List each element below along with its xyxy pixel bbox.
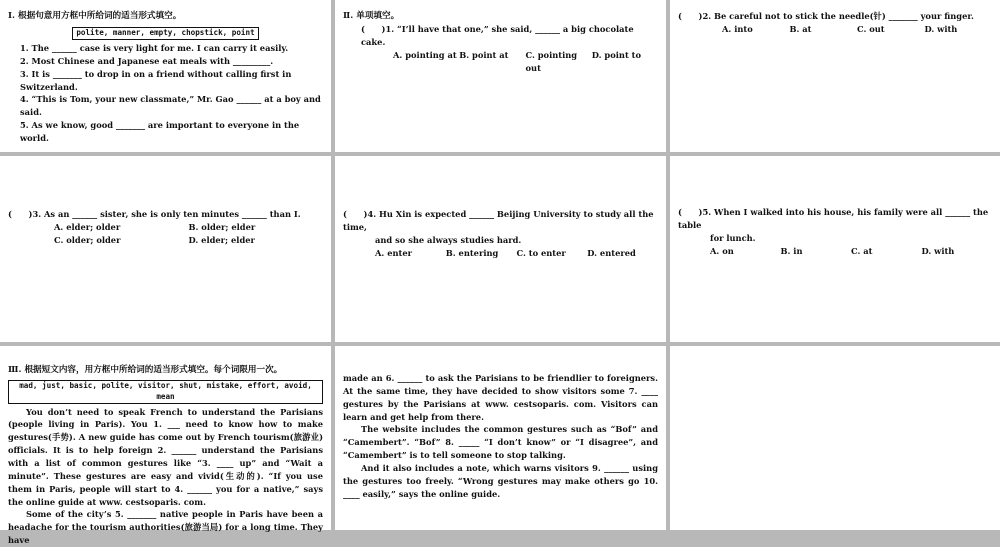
panel-mcq-3 [0, 156, 331, 342]
question-2: ( )2. Be careful not to stick the needle(针) _______ your finger. [678, 11, 974, 21]
word-box-line [8, 26, 323, 40]
option-c: C. out [857, 23, 885, 34]
question-5-cont: for lunch. [710, 232, 756, 243]
option-a: A. on [710, 245, 734, 256]
passage-paragraph-5: And it also includes a note, which warns visitors 9. ______ using the gestures too freely. “Wrong gestures may make others go 10. ____ easily,” says the online guide. [343, 463, 658, 499]
option-b: B. point at [459, 50, 509, 61]
question-4-cont: and so she always studies hard. [375, 234, 522, 245]
option-d: D. with [924, 23, 958, 34]
question-1: ( )1. “I’ll have that one,” she said, ______ a big chocolate cake. [361, 24, 634, 48]
option-a: A. enter [375, 247, 413, 258]
option-c: C. older; older [54, 234, 121, 245]
fill-item-5: 5. As we know, good _______ are important to everyone in the world. [20, 120, 300, 143]
option-d: D. point to [591, 50, 642, 61]
passage-paragraph-2: Some of the city’s 5. _______ native people in Paris have been a headache for the tourism authorities(旅游当局) for a long time. They have [8, 509, 323, 546]
word-box: mad, just, basic, polite, visitor, shut, mistake, effort, avoid, mean [8, 380, 323, 403]
word-box: polite, manner, empty, chopstick, point [72, 27, 258, 40]
panel-passage-right [335, 346, 666, 530]
option-b: B. entering [445, 247, 499, 258]
passage-paragraph-1: You don’t need to speak French to understand the Parisians (people living in Paris). You 1. ___ need to know how to make gestures(手势). A new guide has come out by French tourism(旅游业) officials. It is to help foreign 2. ______ understand the Parisians with a list of common gestures like “3. ____ up” and “Wait a minute”. These gestures are easy and vivid(生动的). “If you use them in Paris, people will start to 4. ______ you for a native,” says the online guide at www. cestsoparis. com. [8, 406, 323, 507]
panel-section-1 [0, 0, 331, 152]
option-b: B. at [789, 23, 812, 34]
option-d: D. entered [587, 247, 636, 258]
options-5 [678, 245, 992, 258]
options-1 [343, 49, 658, 75]
panel-passage-left [0, 346, 331, 546]
question-3: ( )3. As an ______ sister, she is only ten minutes ______ than I. [8, 209, 301, 219]
options-2 [678, 23, 992, 36]
option-a: A. elder; older [54, 221, 121, 232]
panel-mcq-1 [335, 0, 666, 152]
option-d: D. with [921, 245, 955, 256]
fill-item-2: 2. Most Chinese and Japanese eat meals with _________. [20, 55, 274, 66]
option-c: C. at [851, 245, 873, 256]
option-b: B. in [780, 245, 803, 256]
option-b: B. older; elder [188, 221, 256, 232]
section-heading: Ⅲ. 根据短文内容，用方框中所给词的适当形式填空。每个词限用一次。 [8, 365, 283, 375]
word-box-line [8, 380, 323, 403]
section-heading: Ⅰ. 根据句意用方框中所给词的适当形式填空。 [8, 11, 182, 21]
panel-mcq-4 [335, 156, 666, 342]
fill-item-3: 3. It is _______ to drop in on a friend without calling first in Switzerland. [20, 68, 292, 92]
passage-paragraph-3: made an 6. ______ to ask the Parisians to be friendlier to foreigners. At the same time, they have decided to show visitors some 7. ____ gestures by the Parisians at www. cestsoparis. com. Visitors can learn and get help from there. [343, 373, 658, 422]
option-c: C. to enter [516, 247, 566, 258]
panel-mcq-2 [670, 0, 1000, 152]
option-a: A. into [722, 23, 753, 34]
question-4: ( )4. Hu Xin is expected ______ Beijing University to study all the time, [343, 209, 654, 232]
section-heading: Ⅱ. 单项填空。 [343, 11, 400, 21]
panel-mcq-5 [670, 156, 1000, 342]
fill-item-1: 1. The ______ case is very light for me. I can carry it easily. [20, 42, 289, 53]
options-4 [343, 247, 658, 260]
option-a: A. pointing at [393, 50, 457, 61]
option-c: C. pointing out [525, 50, 578, 73]
options-3 [8, 221, 323, 247]
panel-empty [670, 346, 1000, 530]
question-5: ( )5. When I walked into his house, his family were all ______ the table [678, 207, 989, 230]
passage-paragraph-4: The website includes the common gestures such as “Bof” and “Camembert”. “Bof” 8. _____ “I don’t know” or “I disagree”, and “Camembert” is to tell someone to stop talking. [343, 424, 658, 461]
fill-item-4: 4. “This is Tom, your new classmate,” Mr. Gao ______ at a boy and said. [20, 94, 321, 118]
option-d: D. elder; elder [188, 234, 255, 245]
